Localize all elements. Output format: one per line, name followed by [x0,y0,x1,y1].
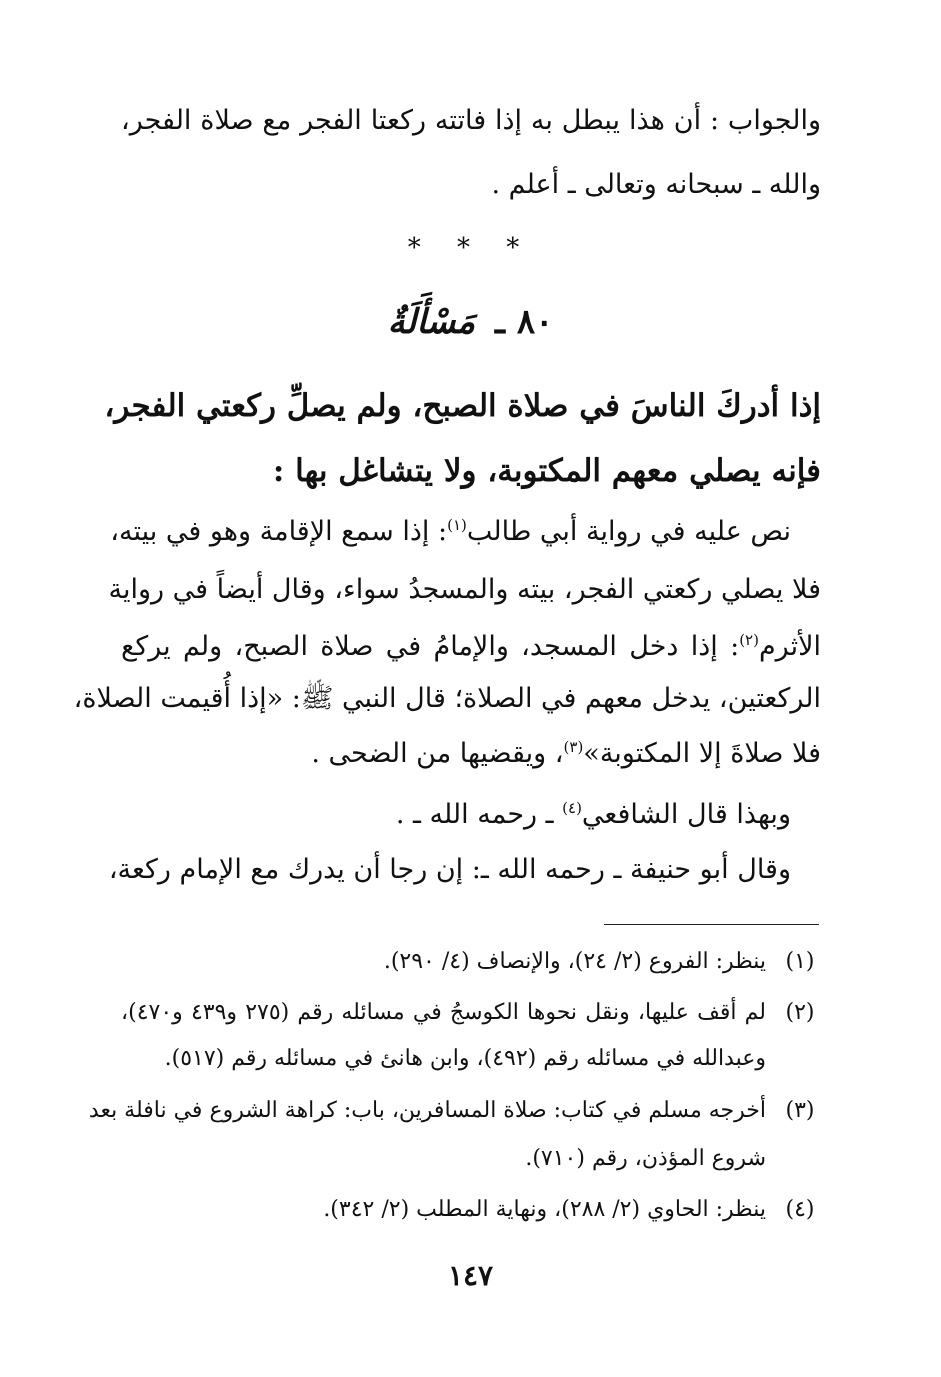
issue-title: مَسْأَلَةٌ [387,302,476,342]
text-run: : إذا دخل المسجد، والإمامُ في صلاة الصبح، ولم يركع [121,631,740,662]
page-number: ١٤٧ [447,1259,494,1292]
section-separator: * * * [407,233,534,263]
footnote-number: (٣) [785,1098,815,1123]
footnote-number: (٤) [785,1197,815,1222]
footnote-number: (١) [785,949,815,974]
paragraph-1-line-2: فلا يصلي ركعتي الفجر، بيته والمسجدُ سواء، وقال أيضاً في رواية [108,574,821,605]
text-run: نص عليه في رواية أبي طالب [466,516,791,547]
footnote-text: شروع المؤذن، رقم (٧١٠). [525,1146,766,1171]
issue-heading [0,302,941,342]
footnote-ref-3[interactable]: (٣) [563,738,584,756]
footnote-ref-4[interactable]: (٤) [562,799,582,817]
footnote-number: (٢) [785,1000,815,1025]
issue-number: ٨٠ ـ [495,302,554,342]
paragraph-1-line-4: الركعتين، يدخل معهم في الصلاة؛ قال النبي ﷺ: «إذا أُقيمت الصلاة، [73,683,821,714]
footnote-divider [604,924,819,925]
text-run: وبهذا قال الشافعي [581,799,791,830]
paragraph-1-line-5 [121,734,821,774]
footnote-ref-2[interactable]: (٢) [739,631,759,649]
text-run: الأثرم [758,631,821,662]
ruling-line-1: إذا أدركَ الناسَ في صلاة الصبح، ولم يصلِّ ركعتي الفجر، [104,388,821,424]
text-run: ـ رحمه الله ـ . [395,799,563,830]
intro-line-1: والجواب : أن هذا يبطل به إذا فاتته ركعتا الفجر مع صلاة الفجر، [121,105,821,136]
footnote-ref-1[interactable]: (١) [447,516,467,534]
paragraph-1-line-3 [121,627,821,667]
footnote-text: ينظر: الحاوي (٢/ ٢٨٨)، ونهاية المطلب (٢/ ٣٤٢). [323,1197,766,1222]
footnote-text: أخرجه مسلم في كتاب: صلاة المسافرين، باب: كراهة الشروع في نافلة بعد [88,1098,766,1123]
text-run: ، ويقضيها من الضحى . [311,738,564,769]
paragraph-3: وقال أبو حنيفة ـ رحمه الله ـ: إن رجا أن يدرك مع الإمام ركعة، [108,854,791,885]
footnote-text: ينظر: الفروع (٢/ ٢٤)، والإنصاف (٤/ ٢٩٠). [383,949,766,974]
text-run: فلا صلاةَ إلا المكتوبة» [583,738,821,769]
paragraph-1-line-1 [110,512,791,552]
footnote-text: وعبدالله في مسائله رقم (٤٩٢)، وابن هانئ في مسائله رقم (٥١٧). [164,1046,766,1071]
ruling-line-2: فإنه يصلي معهم المكتوبة، ولا يتشاغل بها : [272,453,821,489]
intro-line-2: والله ـ سبحانه وتعالى ـ أعلم . [491,169,821,200]
paragraph-2 [121,795,791,835]
text-run: : إذا سمع الإقامة وهو في بيته، [110,516,448,547]
footnote-text: لم أقف عليها، ونقل نحوها الكوسجُ في مسائله رقم (٢٧٥ و٤٣٩ و٤٧٠)، [121,1000,767,1025]
